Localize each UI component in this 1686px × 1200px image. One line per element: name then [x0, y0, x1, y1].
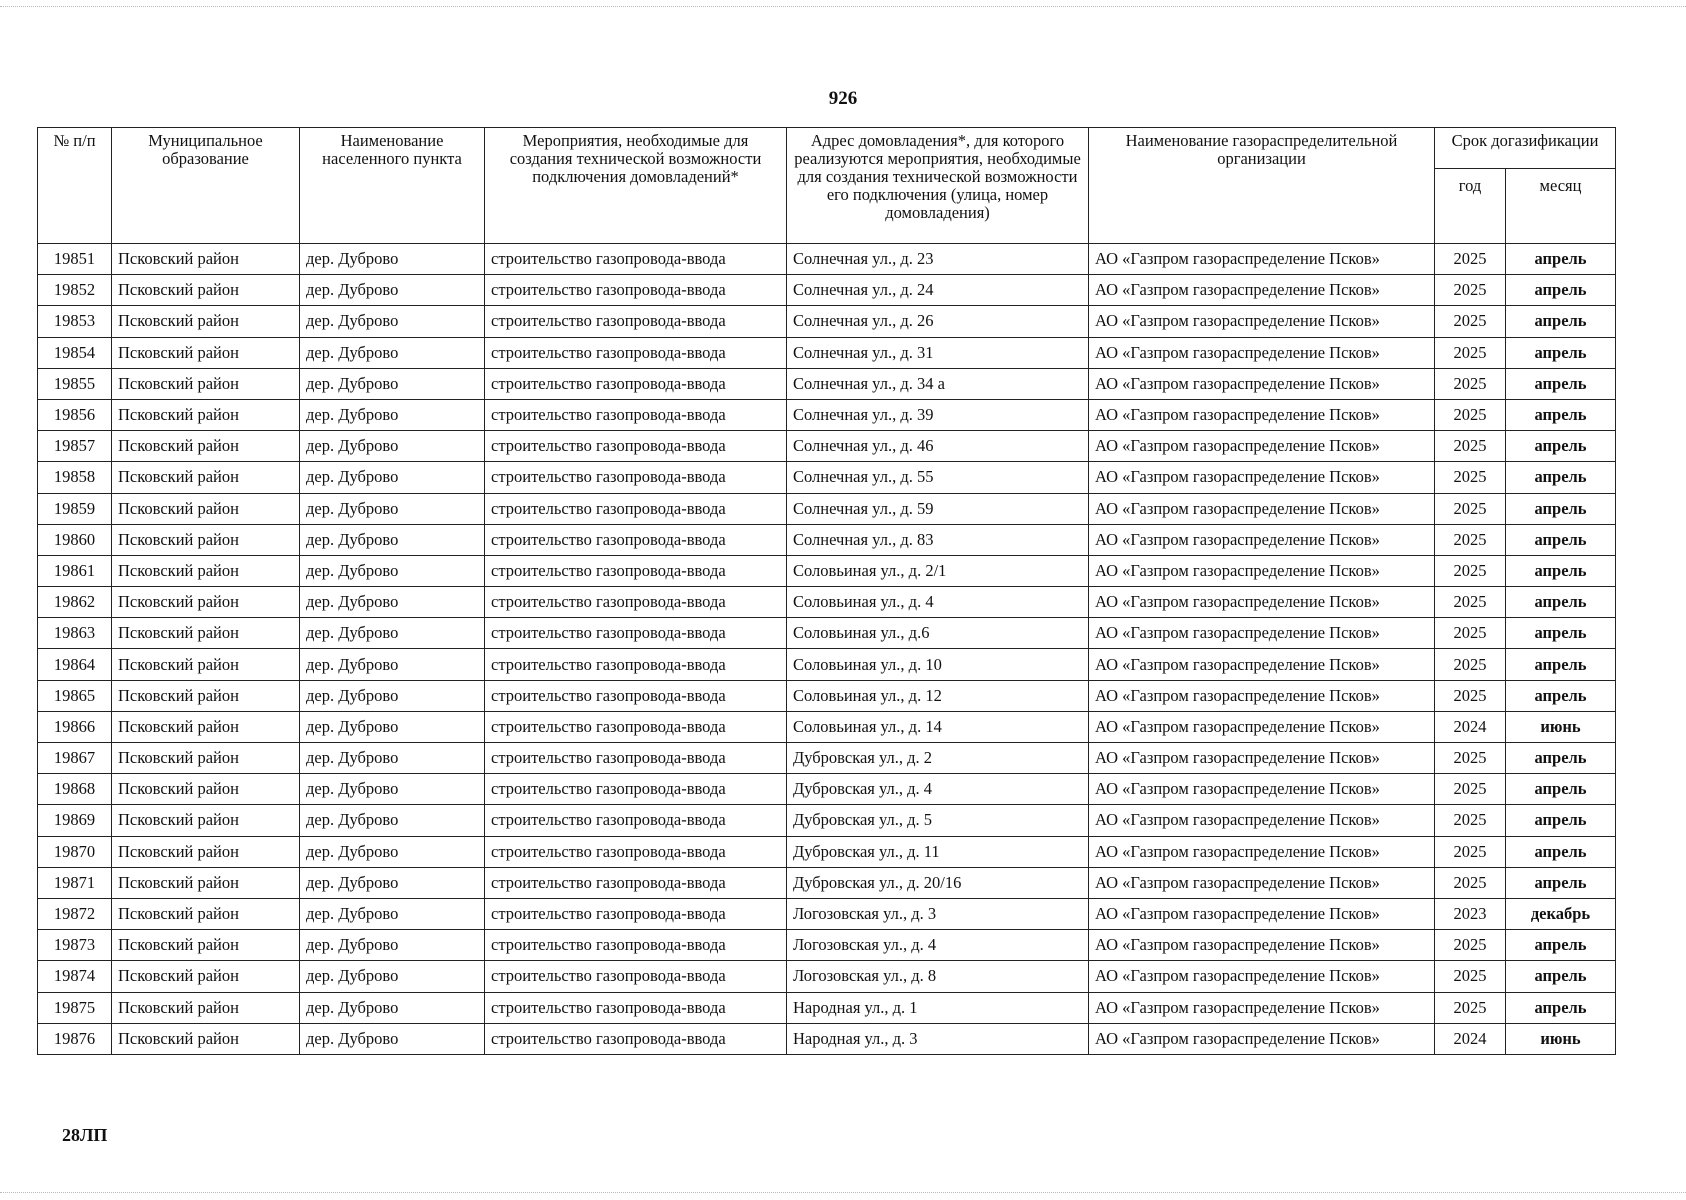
cell-measure: строительство газопровода-ввода — [485, 524, 787, 555]
cell-num: 19870 — [38, 836, 112, 867]
cell-settlement: дер. Дуброво — [300, 244, 485, 275]
cell-settlement: дер. Дуброво — [300, 867, 485, 898]
cell-month: апрель — [1506, 399, 1616, 430]
cell-organization: АО «Газпром газораспределение Псков» — [1089, 649, 1435, 680]
cell-year: 2025 — [1435, 867, 1506, 898]
table-row — [38, 992, 1616, 1023]
cell-address: Солнечная ул., д. 39 — [787, 399, 1089, 430]
cell-measure: строительство газопровода-ввода — [485, 805, 787, 836]
cell-municipality: Псковский район — [112, 493, 300, 524]
cell-measure: строительство газопровода-ввода — [485, 680, 787, 711]
cell-municipality: Псковский район — [112, 711, 300, 742]
cell-organization: АО «Газпром газораспределение Псков» — [1089, 711, 1435, 742]
cell-organization: АО «Газпром газораспределение Псков» — [1089, 555, 1435, 586]
table-row — [38, 275, 1616, 306]
cell-measure: строительство газопровода-ввода — [485, 431, 787, 462]
cell-year: 2025 — [1435, 244, 1506, 275]
table-body — [38, 244, 1616, 1055]
cell-year: 2025 — [1435, 836, 1506, 867]
cell-num: 19865 — [38, 680, 112, 711]
cell-organization: АО «Газпром газораспределение Псков» — [1089, 462, 1435, 493]
cell-settlement: дер. Дуброво — [300, 649, 485, 680]
cell-organization: АО «Газпром газораспределение Псков» — [1089, 992, 1435, 1023]
table-row — [38, 524, 1616, 555]
cell-address: Логозовская ул., д. 4 — [787, 930, 1089, 961]
cell-num: 19868 — [38, 774, 112, 805]
cell-organization: АО «Газпром газораспределение Псков» — [1089, 337, 1435, 368]
cell-municipality: Псковский район — [112, 524, 300, 555]
cell-organization: АО «Газпром газораспределение Псков» — [1089, 898, 1435, 929]
cell-measure: строительство газопровода-ввода — [485, 337, 787, 368]
header-year: год — [1435, 169, 1506, 244]
cell-month: апрель — [1506, 493, 1616, 524]
cell-organization: АО «Газпром газораспределение Псков» — [1089, 618, 1435, 649]
table-row — [38, 680, 1616, 711]
cell-address: Соловьиная ул., д. 4 — [787, 587, 1089, 618]
cell-address: Дубровская ул., д. 5 — [787, 805, 1089, 836]
cell-settlement: дер. Дуброво — [300, 680, 485, 711]
cell-num: 19871 — [38, 867, 112, 898]
cell-month: апрель — [1506, 275, 1616, 306]
cell-year: 2023 — [1435, 898, 1506, 929]
cell-year: 2025 — [1435, 992, 1506, 1023]
cell-month: апрель — [1506, 244, 1616, 275]
cell-measure: строительство газопровода-ввода — [485, 836, 787, 867]
cell-organization: АО «Газпром газораспределение Псков» — [1089, 431, 1435, 462]
cell-settlement: дер. Дуброво — [300, 493, 485, 524]
cell-organization: АО «Газпром газораспределение Псков» — [1089, 306, 1435, 337]
cell-settlement: дер. Дуброво — [300, 618, 485, 649]
cell-settlement: дер. Дуброво — [300, 774, 485, 805]
cell-organization: АО «Газпром газораспределение Псков» — [1089, 836, 1435, 867]
cell-municipality: Псковский район — [112, 898, 300, 929]
scan-bottom-edge — [0, 1192, 1686, 1193]
cell-month: июнь — [1506, 1023, 1616, 1054]
cell-organization: АО «Газпром газораспределение Псков» — [1089, 244, 1435, 275]
cell-municipality: Псковский район — [112, 462, 300, 493]
cell-organization: АО «Газпром газораспределение Псков» — [1089, 867, 1435, 898]
cell-month: апрель — [1506, 836, 1616, 867]
cell-num: 19872 — [38, 898, 112, 929]
cell-num: 19875 — [38, 992, 112, 1023]
header-address: Адрес домовладения*, для которого реализуются мероприятия, необходимые для создания технической возможности его подключения (улица, номер домовладения) — [787, 128, 1089, 244]
cell-month: апрель — [1506, 680, 1616, 711]
cell-measure: строительство газопровода-ввода — [485, 618, 787, 649]
cell-num: 19852 — [38, 275, 112, 306]
table-row — [38, 805, 1616, 836]
table-row — [38, 930, 1616, 961]
cell-measure: строительство газопровода-ввода — [485, 867, 787, 898]
cell-num: 19853 — [38, 306, 112, 337]
cell-address: Солнечная ул., д. 59 — [787, 493, 1089, 524]
cell-year: 2025 — [1435, 368, 1506, 399]
cell-year: 2025 — [1435, 524, 1506, 555]
cell-measure: строительство газопровода-ввода — [485, 555, 787, 586]
cell-month: апрель — [1506, 961, 1616, 992]
cell-organization: АО «Газпром газораспределение Псков» — [1089, 930, 1435, 961]
cell-year: 2025 — [1435, 587, 1506, 618]
cell-year: 2025 — [1435, 337, 1506, 368]
cell-address: Народная ул., д. 1 — [787, 992, 1089, 1023]
cell-municipality: Псковский район — [112, 930, 300, 961]
table-row — [38, 649, 1616, 680]
cell-num: 19858 — [38, 462, 112, 493]
cell-num: 19874 — [38, 961, 112, 992]
gasification-table — [37, 127, 1616, 1055]
cell-organization: АО «Газпром газораспределение Псков» — [1089, 275, 1435, 306]
cell-measure: строительство газопровода-ввода — [485, 493, 787, 524]
scan-top-edge — [0, 6, 1686, 7]
cell-settlement: дер. Дуброво — [300, 711, 485, 742]
cell-month: апрель — [1506, 867, 1616, 898]
cell-measure: строительство газопровода-ввода — [485, 1023, 787, 1054]
cell-year: 2025 — [1435, 306, 1506, 337]
cell-municipality: Псковский район — [112, 368, 300, 399]
cell-address: Соловьиная ул., д. 2/1 — [787, 555, 1089, 586]
cell-year: 2024 — [1435, 711, 1506, 742]
cell-organization: АО «Газпром газораспределение Псков» — [1089, 1023, 1435, 1054]
cell-address: Солнечная ул., д. 83 — [787, 524, 1089, 555]
cell-year: 2025 — [1435, 649, 1506, 680]
cell-num: 19854 — [38, 337, 112, 368]
header-municipality: Муниципальное образование — [112, 128, 300, 244]
cell-num: 19861 — [38, 555, 112, 586]
cell-address: Соловьиная ул., д.6 — [787, 618, 1089, 649]
cell-num: 19863 — [38, 618, 112, 649]
cell-municipality: Псковский район — [112, 337, 300, 368]
cell-municipality: Псковский район — [112, 649, 300, 680]
cell-measure: строительство газопровода-ввода — [485, 961, 787, 992]
cell-organization: АО «Газпром газораспределение Псков» — [1089, 774, 1435, 805]
header-settlement: Наименование населенного пункта — [300, 128, 485, 244]
table-row — [38, 368, 1616, 399]
cell-num: 19866 — [38, 711, 112, 742]
cell-month: апрель — [1506, 555, 1616, 586]
cell-municipality: Псковский район — [112, 555, 300, 586]
cell-municipality: Псковский район — [112, 961, 300, 992]
cell-organization: АО «Газпром газораспределение Псков» — [1089, 680, 1435, 711]
cell-year: 2025 — [1435, 462, 1506, 493]
cell-num: 19873 — [38, 930, 112, 961]
cell-settlement: дер. Дуброво — [300, 743, 485, 774]
cell-measure: строительство газопровода-ввода — [485, 244, 787, 275]
cell-municipality: Псковский район — [112, 275, 300, 306]
table-row — [38, 399, 1616, 430]
cell-settlement: дер. Дуброво — [300, 337, 485, 368]
cell-address: Дубровская ул., д. 11 — [787, 836, 1089, 867]
cell-year: 2024 — [1435, 1023, 1506, 1054]
cell-settlement: дер. Дуброво — [300, 431, 485, 462]
cell-address: Соловьиная ул., д. 10 — [787, 649, 1089, 680]
page-number: 926 — [828, 88, 858, 109]
table-row — [38, 836, 1616, 867]
table-row — [38, 743, 1616, 774]
cell-municipality: Псковский район — [112, 587, 300, 618]
table-row — [38, 898, 1616, 929]
table-row — [38, 244, 1616, 275]
header-organization: Наименование газораспределительной организации — [1089, 128, 1435, 244]
cell-address: Солнечная ул., д. 31 — [787, 337, 1089, 368]
cell-settlement: дер. Дуброво — [300, 306, 485, 337]
header-month: месяц — [1506, 169, 1616, 244]
cell-year: 2025 — [1435, 805, 1506, 836]
cell-municipality: Псковский район — [112, 805, 300, 836]
cell-month: апрель — [1506, 992, 1616, 1023]
cell-month: апрель — [1506, 774, 1616, 805]
header-deadline: Срок догазификации — [1435, 128, 1616, 169]
footer-code: 28ЛП — [62, 1125, 108, 1145]
cell-measure: строительство газопровода-ввода — [485, 711, 787, 742]
cell-measure: строительство газопровода-ввода — [485, 587, 787, 618]
cell-municipality: Псковский район — [112, 774, 300, 805]
cell-organization: АО «Газпром газораспределение Псков» — [1089, 368, 1435, 399]
cell-month: июнь — [1506, 711, 1616, 742]
cell-organization: АО «Газпром газораспределение Псков» — [1089, 961, 1435, 992]
cell-municipality: Псковский район — [112, 399, 300, 430]
cell-month: апрель — [1506, 587, 1616, 618]
cell-num: 19864 — [38, 649, 112, 680]
cell-month: апрель — [1506, 462, 1616, 493]
cell-year: 2025 — [1435, 618, 1506, 649]
cell-measure: строительство газопровода-ввода — [485, 368, 787, 399]
cell-municipality: Псковский район — [112, 306, 300, 337]
cell-measure: строительство газопровода-ввода — [485, 930, 787, 961]
cell-month: апрель — [1506, 743, 1616, 774]
cell-municipality: Псковский район — [112, 244, 300, 275]
cell-organization: АО «Газпром газораспределение Псков» — [1089, 524, 1435, 555]
cell-settlement: дер. Дуброво — [300, 368, 485, 399]
cell-measure: строительство газопровода-ввода — [485, 399, 787, 430]
table-row — [38, 555, 1616, 586]
cell-settlement: дер. Дуброво — [300, 555, 485, 586]
cell-address: Солнечная ул., д. 26 — [787, 306, 1089, 337]
cell-municipality: Псковский район — [112, 836, 300, 867]
table-row — [38, 1023, 1616, 1054]
cell-municipality: Псковский район — [112, 867, 300, 898]
cell-measure: строительство газопровода-ввода — [485, 774, 787, 805]
cell-month: апрель — [1506, 649, 1616, 680]
cell-municipality: Псковский район — [112, 1023, 300, 1054]
cell-year: 2025 — [1435, 743, 1506, 774]
cell-year: 2025 — [1435, 774, 1506, 805]
cell-num: 19855 — [38, 368, 112, 399]
cell-year: 2025 — [1435, 275, 1506, 306]
cell-municipality: Псковский район — [112, 618, 300, 649]
cell-num: 19876 — [38, 1023, 112, 1054]
cell-year: 2025 — [1435, 399, 1506, 430]
cell-address: Дубровская ул., д. 2 — [787, 743, 1089, 774]
cell-month: апрель — [1506, 805, 1616, 836]
cell-month: апрель — [1506, 431, 1616, 462]
cell-measure: строительство газопровода-ввода — [485, 275, 787, 306]
cell-address: Дубровская ул., д. 4 — [787, 774, 1089, 805]
cell-month: декабрь — [1506, 898, 1616, 929]
cell-num: 19862 — [38, 587, 112, 618]
cell-year: 2025 — [1435, 431, 1506, 462]
cell-settlement: дер. Дуброво — [300, 275, 485, 306]
cell-month: апрель — [1506, 306, 1616, 337]
table-row — [38, 618, 1616, 649]
cell-address: Солнечная ул., д. 23 — [787, 244, 1089, 275]
cell-settlement: дер. Дуброво — [300, 836, 485, 867]
table-row — [38, 306, 1616, 337]
cell-address: Логозовская ул., д. 3 — [787, 898, 1089, 929]
cell-month: апрель — [1506, 524, 1616, 555]
cell-measure: строительство газопровода-ввода — [485, 649, 787, 680]
cell-num: 19860 — [38, 524, 112, 555]
cell-month: апрель — [1506, 618, 1616, 649]
cell-year: 2025 — [1435, 555, 1506, 586]
cell-settlement: дер. Дуброво — [300, 462, 485, 493]
cell-municipality: Псковский район — [112, 992, 300, 1023]
cell-measure: строительство газопровода-ввода — [485, 898, 787, 929]
cell-address: Солнечная ул., д. 55 — [787, 462, 1089, 493]
cell-settlement: дер. Дуброво — [300, 524, 485, 555]
cell-address: Дубровская ул., д. 20/16 — [787, 867, 1089, 898]
cell-year: 2025 — [1435, 493, 1506, 524]
cell-month: апрель — [1506, 337, 1616, 368]
cell-settlement: дер. Дуброво — [300, 930, 485, 961]
cell-settlement: дер. Дуброво — [300, 587, 485, 618]
cell-num: 19869 — [38, 805, 112, 836]
cell-municipality: Псковский район — [112, 743, 300, 774]
table-row — [38, 774, 1616, 805]
table-row — [38, 867, 1616, 898]
cell-num: 19859 — [38, 493, 112, 524]
cell-organization: АО «Газпром газораспределение Псков» — [1089, 493, 1435, 524]
cell-address: Соловьиная ул., д. 12 — [787, 680, 1089, 711]
cell-num: 19851 — [38, 244, 112, 275]
cell-measure: строительство газопровода-ввода — [485, 462, 787, 493]
cell-num: 19856 — [38, 399, 112, 430]
table-row — [38, 961, 1616, 992]
cell-num: 19867 — [38, 743, 112, 774]
header-measures: Мероприятия, необходимые для создания технической возможности подключения домовладений* — [485, 128, 787, 244]
header-num: № п/п — [38, 128, 112, 244]
cell-settlement: дер. Дуброво — [300, 992, 485, 1023]
cell-settlement: дер. Дуброво — [300, 961, 485, 992]
cell-organization: АО «Газпром газораспределение Псков» — [1089, 587, 1435, 618]
cell-address: Солнечная ул., д. 46 — [787, 431, 1089, 462]
cell-municipality: Псковский район — [112, 431, 300, 462]
cell-num: 19857 — [38, 431, 112, 462]
cell-municipality: Псковский район — [112, 680, 300, 711]
cell-measure: строительство газопровода-ввода — [485, 992, 787, 1023]
cell-month: апрель — [1506, 368, 1616, 399]
cell-measure: строительство газопровода-ввода — [485, 743, 787, 774]
cell-organization: АО «Газпром газораспределение Псков» — [1089, 399, 1435, 430]
table-row — [38, 493, 1616, 524]
cell-year: 2025 — [1435, 680, 1506, 711]
cell-organization: АО «Газпром газораспределение Псков» — [1089, 805, 1435, 836]
cell-address: Солнечная ул., д. 24 — [787, 275, 1089, 306]
table-row — [38, 462, 1616, 493]
cell-settlement: дер. Дуброво — [300, 1023, 485, 1054]
cell-settlement: дер. Дуброво — [300, 399, 485, 430]
cell-settlement: дер. Дуброво — [300, 805, 485, 836]
cell-month: апрель — [1506, 930, 1616, 961]
table-row — [38, 587, 1616, 618]
table-row — [38, 431, 1616, 462]
cell-address: Логозовская ул., д. 8 — [787, 961, 1089, 992]
cell-year: 2025 — [1435, 961, 1506, 992]
cell-address: Солнечная ул., д. 34 а — [787, 368, 1089, 399]
cell-address: Народная ул., д. 3 — [787, 1023, 1089, 1054]
cell-address: Соловьиная ул., д. 14 — [787, 711, 1089, 742]
cell-settlement: дер. Дуброво — [300, 898, 485, 929]
cell-measure: строительство газопровода-ввода — [485, 306, 787, 337]
table-row — [38, 711, 1616, 742]
cell-organization: АО «Газпром газораспределение Псков» — [1089, 743, 1435, 774]
cell-year: 2025 — [1435, 930, 1506, 961]
table-row — [38, 337, 1616, 368]
